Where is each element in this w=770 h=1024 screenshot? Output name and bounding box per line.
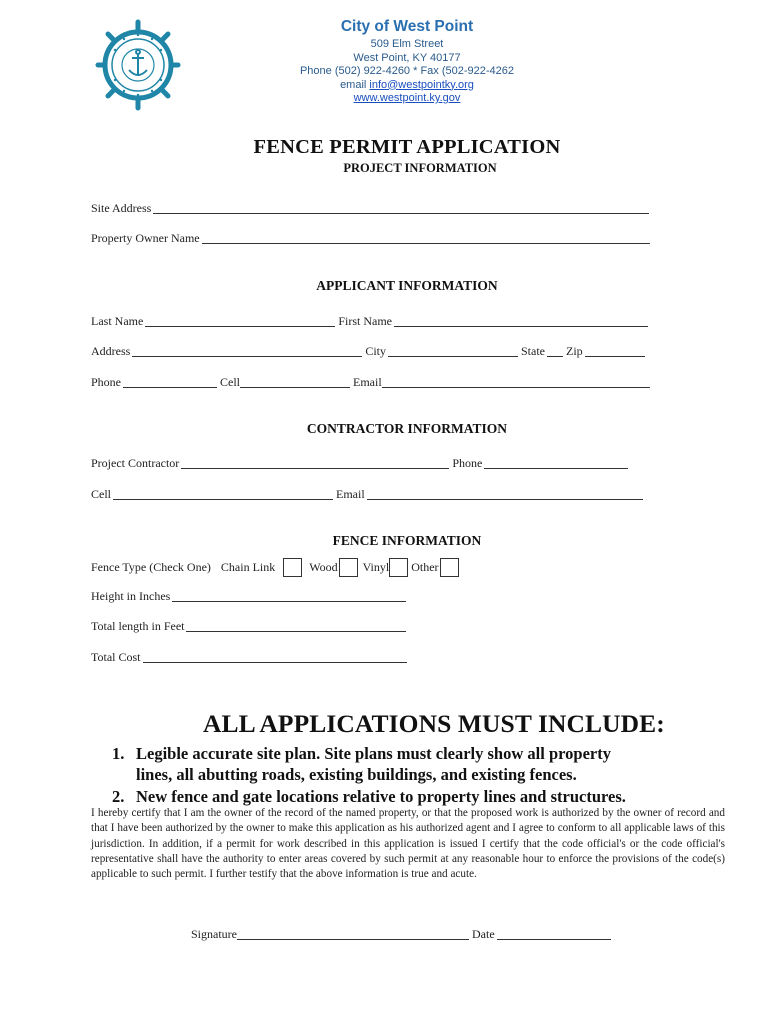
cost-label: Total Cost <box>91 650 141 664</box>
city-label: City <box>365 344 386 358</box>
height-row <box>91 589 409 604</box>
item-2-number: 2. <box>112 787 125 806</box>
date-field[interactable] <box>497 927 611 940</box>
site-address-label: Site Address <box>91 201 152 215</box>
page-title: FENCE PERMIT APPLICATION <box>253 136 561 158</box>
fence-info-heading: FENCE INFORMATION <box>332 533 482 548</box>
city-field[interactable] <box>388 344 518 357</box>
cost-row <box>91 650 410 665</box>
wood-checkbox[interactable] <box>339 558 358 577</box>
email-link[interactable]: info@westpointky.org <box>369 78 474 91</box>
chain-link-checkbox[interactable] <box>283 558 302 577</box>
fence-type-label: Fence Type (Check One) <box>91 560 211 574</box>
org-street: 509 Elm Street <box>370 38 444 50</box>
contractor-row <box>91 456 631 471</box>
project-contractor-label: Project Contractor <box>91 456 180 470</box>
length-label: Total length in Feet <box>91 619 185 633</box>
property-owner-field[interactable] <box>202 231 650 244</box>
contractor-cell-label: Cell <box>91 487 111 501</box>
vinyl-checkbox[interactable] <box>389 558 408 577</box>
contractor-info-heading: CONTRACTOR INFORMATION <box>306 421 508 436</box>
length-field[interactable] <box>186 619 406 632</box>
date-label: Date <box>472 927 495 941</box>
chain-link-label: Chain Link <box>220 560 276 574</box>
cost-field[interactable] <box>143 650 407 663</box>
contractor-phone-field[interactable] <box>484 456 628 469</box>
address-label: Address <box>91 344 131 358</box>
email-field[interactable] <box>382 375 650 388</box>
wood-label: Wood <box>309 560 338 574</box>
email-prefix: email <box>340 78 370 91</box>
item-1-line-2: lines, all abutting roads, existing buildings, and existing fences. <box>136 765 577 784</box>
org-name: City of West Point <box>340 18 474 35</box>
org-email-line <box>270 79 544 93</box>
org-city-line: West Point, KY 40177 <box>353 51 461 64</box>
address-row <box>91 344 648 359</box>
cell-field[interactable] <box>240 375 350 388</box>
contractor-email-field[interactable] <box>367 487 643 500</box>
org-website-line <box>270 92 544 106</box>
zip-label: Zip <box>566 344 583 358</box>
signature-field[interactable] <box>237 927 469 940</box>
address-field[interactable] <box>132 344 362 357</box>
item-2-line-1: New fence and gate locations relative to property lines and structures. <box>136 787 626 806</box>
state-field[interactable] <box>547 344 563 357</box>
contractor-cell-row <box>91 487 646 502</box>
requirement-item-1 <box>112 743 732 785</box>
phone-label: Phone <box>91 375 121 389</box>
website-link[interactable]: www.westpoint.ky.gov <box>353 92 461 104</box>
signature-row <box>191 927 614 942</box>
phone-field[interactable] <box>123 375 217 388</box>
applicant-info-heading: APPLICANT INFORMATION <box>316 278 498 293</box>
contractor-email-label: Email <box>336 487 365 501</box>
project-contractor-field[interactable] <box>181 456 449 469</box>
cell-label: Cell <box>220 375 240 389</box>
email-label: Email <box>353 375 382 389</box>
property-owner-label: Property Owner Name <box>91 231 200 245</box>
zip-field[interactable] <box>585 344 645 357</box>
contractor-phone-label: Phone <box>452 456 483 470</box>
site-address-row <box>91 201 652 216</box>
certification-paragraph: I hereby certify that I am the owner of the record of the named property, or that the proposed work is authorized by the owner of record and that I have been authorized by the owner to make this application as his authorized agent and I agree to conform to all applicable laws of this jurisdiction. In addition, if a permit for work described in this application is issued I certify that the code official's or the code official's representative shall have the authority to enter areas covered by such permit at any reasonable hour to enforce the provisions of the code(s) applicable to such permit. I further testify that the above information is true and acute. <box>91 807 725 881</box>
requirement-item-2 <box>112 786 732 807</box>
state-label: State <box>521 344 545 358</box>
last-name-field[interactable] <box>145 314 335 327</box>
height-label: Height in Inches <box>91 589 171 603</box>
item-1-number: 1. <box>112 744 125 763</box>
first-name-field[interactable] <box>394 314 648 327</box>
contractor-cell-field[interactable] <box>113 487 333 500</box>
property-owner-row <box>91 231 653 246</box>
fence-type-row <box>91 558 462 577</box>
first-name-label: First Name <box>338 314 392 328</box>
vinyl-label: Vinyl <box>362 560 390 574</box>
org-phone-fax: Phone (502) 922-4260 * Fax (502-922-4262 <box>299 65 515 77</box>
project-info-heading: PROJECT INFORMATION <box>343 161 497 175</box>
last-name-label: Last Name <box>91 314 144 328</box>
other-checkbox[interactable] <box>440 558 459 577</box>
height-field[interactable] <box>172 589 406 602</box>
site-address-field[interactable] <box>153 201 649 214</box>
name-row <box>91 314 651 329</box>
signature-label: Signature <box>191 927 237 941</box>
item-1-line-1: Legible accurate site plan. Site plans must clearly show all property <box>136 744 611 763</box>
requirements-heading: ALL APPLICATIONS MUST INCLUDE: <box>203 709 665 738</box>
other-label: Other <box>411 560 439 574</box>
city-seal-logo <box>94 18 182 112</box>
phone-row <box>91 375 653 390</box>
length-row <box>91 619 409 634</box>
